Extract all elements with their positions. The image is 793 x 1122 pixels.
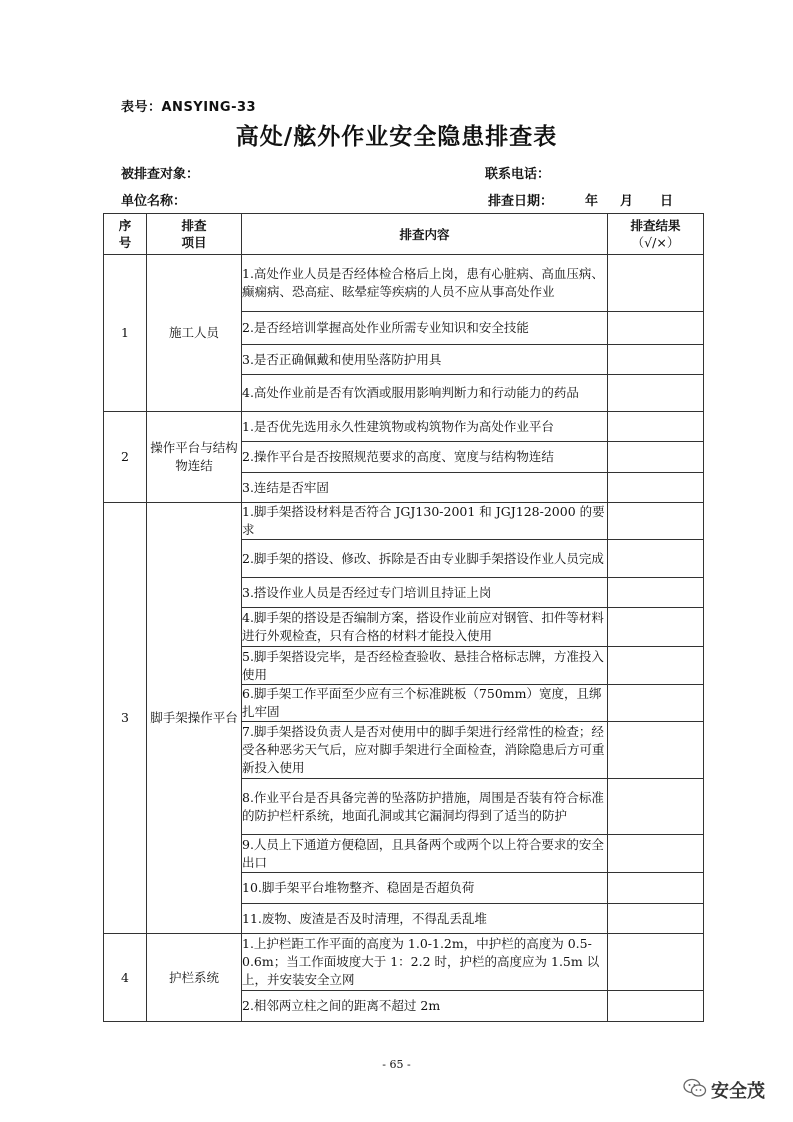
table-row: [104, 412, 704, 442]
check-content: 3.是否正确佩戴和使用坠落防护用具: [242, 345, 608, 375]
check-content: 3.搭设作业人员是否经过专门培训且持证上岗: [242, 578, 608, 608]
check-content: 5.脚手架搭设完毕，是否经检查验收、悬挂合格标志牌，方准投入使用: [242, 647, 608, 685]
check-content: 3.连结是否牢固: [242, 473, 608, 503]
check-content: 2.是否经培训掌握高处作业所需专业知识和安全技能: [242, 312, 608, 345]
result-cell[interactable]: [608, 375, 704, 412]
check-date-label: 排查日期：: [488, 194, 554, 209]
group-item: 脚手架操作平台: [147, 503, 242, 934]
result-cell[interactable]: [608, 442, 704, 473]
col-header-result-text: 排查结果: [630, 218, 681, 233]
col-header-item: [147, 214, 242, 255]
col-header-result: [608, 214, 704, 255]
unit-name-label: 单位名称：: [121, 194, 187, 209]
result-cell[interactable]: [608, 578, 704, 608]
date-day: 日: [660, 194, 674, 209]
result-cell[interactable]: [608, 647, 704, 685]
group-no: 3: [104, 503, 147, 934]
check-content: 4.脚手架的搭设是否编制方案，搭设作业前应对钢管、扣件等材料进行外观检查，只有合格的材料才能投入使用: [242, 608, 608, 647]
group-no: 1: [104, 255, 147, 412]
result-cell[interactable]: [608, 722, 704, 779]
col-header-result-sub: （√/×）: [631, 235, 680, 250]
group-no: 2: [104, 412, 147, 503]
check-content: 6.脚手架工作平面至少应有三个标准跳板（750mm）宽度，且绑扎牢固: [242, 685, 608, 722]
table-row: [104, 503, 704, 540]
check-content: 1.上护栏距工作平面的高度为 1.0-1.2m，中护栏的高度为 0.5-0.6m；当工作面坡度大于 1：2.2 时，护栏的高度应为 1.5m 以上，并安装安全立网: [242, 934, 608, 991]
result-cell[interactable]: [608, 473, 704, 503]
group-item: 操作平台与结构物连结: [147, 412, 242, 503]
inspection-table: [103, 213, 704, 1022]
form-code: 表号：ANSYING-33: [121, 100, 257, 115]
result-cell[interactable]: [608, 934, 704, 991]
result-cell[interactable]: [608, 312, 704, 345]
result-cell[interactable]: [608, 412, 704, 442]
date-year: 年: [585, 194, 599, 209]
group-item: 护栏系统: [147, 934, 242, 1022]
page-title: 高处/舷外作业安全隐患排查表: [235, 124, 558, 150]
result-cell[interactable]: [608, 904, 704, 934]
date-month: 月: [620, 194, 634, 209]
check-content: 1.是否优先选用永久性建筑物或构筑物作为高处作业平台: [242, 412, 608, 442]
result-cell[interactable]: [608, 685, 704, 722]
table-header-row: [104, 214, 704, 255]
check-content: 2.相邻两立柱之间的距离不超过 2m: [242, 991, 608, 1022]
check-content: 11.废物、废渣是否及时清理，不得乱丢乱堆: [242, 904, 608, 934]
page-number: - 65 -: [382, 1058, 411, 1071]
result-cell[interactable]: [608, 503, 704, 540]
check-content: 9.人员上下通道方便稳固，且具备两个或两个以上符合要求的安全出口: [242, 835, 608, 873]
result-cell[interactable]: [608, 991, 704, 1022]
col-header-item-text: 排查项目: [181, 218, 207, 250]
col-header-no-text: 序号: [118, 218, 132, 250]
contact-phone-label: 联系电话：: [485, 167, 551, 182]
check-content: 2.操作平台是否按照规范要求的高度、宽度与结构物连结: [242, 442, 608, 473]
check-content: 4.高处作业前是否有饮酒或服用影响判断力和行动能力的药品: [242, 375, 608, 412]
result-cell[interactable]: [608, 779, 704, 835]
col-header-no: [104, 214, 147, 255]
check-content: 8.作业平台是否具备完善的坠落防护措施，周围是否装有符合标准的防护栏杆系统，地面孔洞或其它漏洞均得到了适当的防护: [242, 779, 608, 835]
check-content: 7.脚手架搭设负责人是否对使用中的脚手架进行经常性的检查；经受各种恶劣天气后，应对脚手架进行全面检查，消除隐患后方可重新投入使用: [242, 722, 608, 779]
table-row: [104, 934, 704, 991]
check-content: 1.脚手架搭设材料是否符合 JGJ130-2001 和 JGJ128-2000 的要求: [242, 503, 608, 540]
result-cell[interactable]: [608, 835, 704, 873]
result-cell[interactable]: [608, 873, 704, 904]
inspected-object-label: 被排查对象：: [121, 167, 200, 182]
group-no: 4: [104, 934, 147, 1022]
result-cell[interactable]: [608, 608, 704, 647]
watermark-text: 安全茂: [711, 1081, 765, 1102]
check-content: 2.脚手架的搭设、修改、拆除是否由专业脚手架搭设作业人员完成: [242, 540, 608, 578]
result-cell[interactable]: [608, 540, 704, 578]
col-header-content: 排查内容: [242, 214, 608, 255]
group-item: 施工人员: [147, 255, 242, 412]
check-content: 10.脚手架平台堆物整齐、稳固是否超负荷: [242, 873, 608, 904]
watermark: [683, 1077, 765, 1103]
table-row: [104, 255, 704, 312]
result-cell[interactable]: [608, 345, 704, 375]
check-content: 1.高处作业人员是否经体检合格后上岗，患有心脏病、高血压病、癫痫病、恐高症、眩晕症等疾病的人员不应从事高处作业: [242, 255, 608, 312]
wechat-icon: [683, 1078, 707, 1102]
result-cell[interactable]: [608, 255, 704, 312]
